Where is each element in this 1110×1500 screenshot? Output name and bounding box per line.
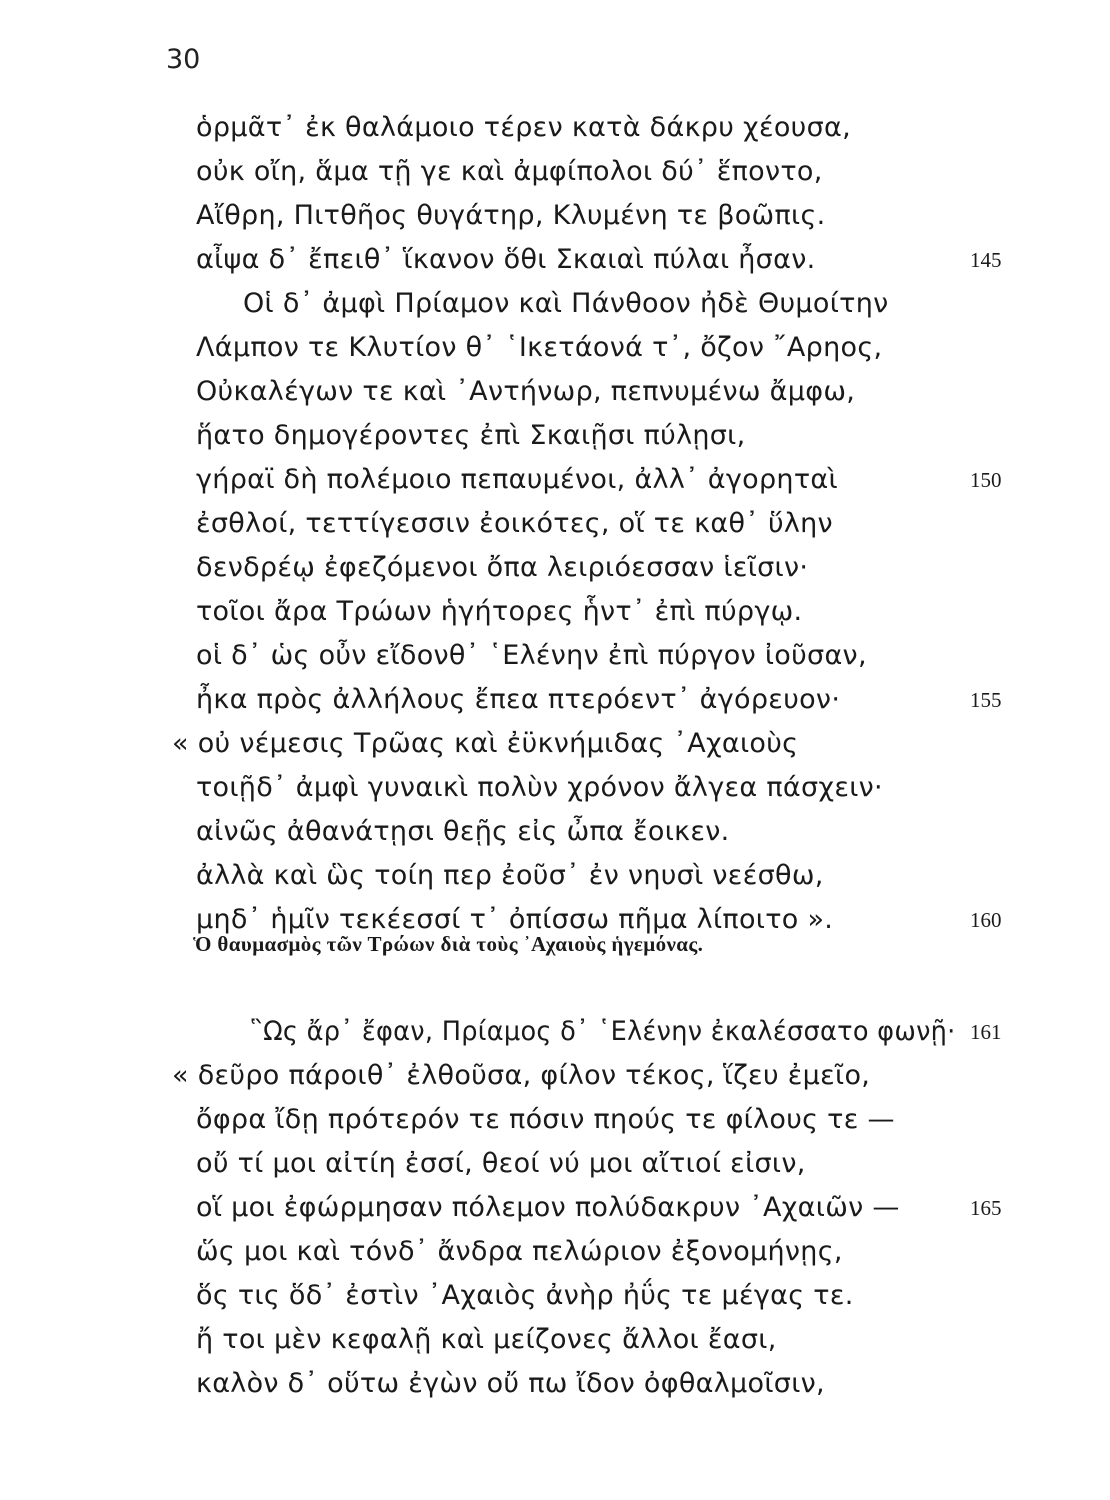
verse-line: δενδρέῳ ἐφεζόμενοι ὄπα λειριόεσσαν ἱεῖσιν· bbox=[196, 552, 809, 583]
verse-line: Λάμπον τε Κλυτίον θ᾿ ῾Ικετάονά τ᾿, ὄζον ῎Αρηος, bbox=[196, 332, 883, 363]
line-number: 155 bbox=[970, 688, 1002, 712]
line-number: 145 bbox=[970, 248, 1002, 272]
verse-line: ὁρμᾶτ᾿ ἐκ θαλάμοιο τέρεν κατὰ δάκρυ χέουσα, bbox=[196, 112, 851, 143]
verse-line: Οἱ δ᾿ ἀμφὶ Πρίαμον καὶ Πάνθοον ἠδὲ Θυμοίτην bbox=[243, 288, 889, 319]
verse-line: γήραϊ δὴ πολέμοιο πεπαυμένοι, ἀλλ᾿ ἀγορηταὶ bbox=[196, 464, 838, 495]
verse-line: οἵ μοι ἐφώρμησαν πόλεμον πολύδακρυν ᾿Αχαιῶν — bbox=[196, 1192, 900, 1223]
verse-line: « οὐ νέμεσις Τρῶας καὶ ἐϋκνήμιδας ᾿Αχαιοὺς bbox=[172, 728, 799, 759]
verse-line: ἤ τοι μὲν κεφαλῇ καὶ μείζονες ἄλλοι ἔασι, bbox=[196, 1324, 777, 1355]
verse-line: οἱ δ᾿ ὡς οὖν εἴδονθ᾿ ῾Ελένην ἐπὶ πύργον ἰοῦσαν, bbox=[196, 640, 867, 671]
verse-line: αἰνῶς ἀθανάτῃσι θεῇς εἰς ὦπα ἔοικεν. bbox=[196, 816, 730, 847]
verse-line: τοῖοι ἄρα Τρώων ἡγήτορες ἧντ᾿ ἐπὶ πύργῳ. bbox=[196, 596, 803, 627]
verse-line: καλὸν δ᾿ οὕτω ἐγὼν οὔ πω ἴδον ὀφθαλμοῖσιν, bbox=[196, 1368, 825, 1399]
verse-line: ὥς μοι καὶ τόνδ᾿ ἄνδρα πελώριον ἐξονομήνῃς, bbox=[196, 1236, 843, 1267]
verse-line: ἥατο δημογέροντες ἐπὶ Σκαιῇσι πύλῃσι, bbox=[196, 420, 746, 451]
verse-line: ἀλλὰ καὶ ὣς τοίη περ ἐοῦσ᾿ ἐν νηυσὶ νεέσθω, bbox=[196, 860, 824, 891]
verse-line: « δεῦρο πάροιθ᾿ ἐλθοῦσα, φίλον τέκος, ἵζευ ἐμεῖο, bbox=[172, 1060, 871, 1091]
verse-line: οὐκ οἴη, ἅμα τῇ γε καὶ ἀμφίπολοι δύ᾿ ἕποντο, bbox=[196, 156, 823, 187]
verse-line: αἶψα δ᾿ ἔπειθ᾿ ἵκανον ὅθι Σκαιαὶ πύλαι ἦσαν. bbox=[196, 244, 816, 275]
line-number: 161 bbox=[970, 1020, 1002, 1044]
section-heading: Ὁ θαυμασμὸς τῶν Τρώων διὰ τοὺς ᾿Αχαιοὺς ἡγεμόνας. bbox=[193, 932, 704, 956]
verse-line: τοιῇδ᾿ ἀμφὶ γυναικὶ πολὺν χρόνον ἄλγεα πάσχειν· bbox=[196, 772, 883, 803]
verse-line: Αἴθρη, Πιτθῆος θυγάτηρ, Κλυμένη τε βοῶπις. bbox=[196, 200, 826, 231]
verse-line: μηδ᾿ ἡμῖν τεκέεσσί τ᾿ ὀπίσσω πῆμα λίποιτο ». bbox=[196, 904, 834, 935]
verse-line: ὅς τις ὅδ᾿ ἐστὶν ᾿Αχαιὸς ἀνὴρ ἠΰς τε μέγας τε. bbox=[196, 1280, 854, 1311]
line-number: 165 bbox=[970, 1196, 1002, 1220]
verse-line: οὔ τί μοι αἰτίη ἐσσί, θεοί νύ μοι αἴτιοί εἰσιν, bbox=[196, 1148, 806, 1179]
line-number: 160 bbox=[970, 908, 1002, 932]
verse-line: ἐσθλοί, τεττίγεσσιν ἐοικότες, οἵ τε καθ᾿ ὕλην bbox=[196, 508, 833, 539]
verse-line: ὄφρα ἴδῃ πρότερόν τε πόσιν πηούς τε φίλους τε — bbox=[196, 1104, 895, 1135]
line-number: 150 bbox=[970, 468, 1002, 492]
verse-line: ῝Ως ἄρ᾿ ἔφαν, Πρίαμος δ᾿ ῾Ελένην ἐκαλέσσατο φωνῇ· bbox=[250, 1016, 956, 1047]
verse-line: ἦκα πρὸς ἀλλήλους ἔπεα πτερόεντ᾿ ἀγόρευον· bbox=[196, 684, 841, 715]
verse-line: Οὐκαλέγων τε καὶ ᾿Αντήνωρ, πεπνυμένω ἄμφω, bbox=[196, 376, 856, 407]
page-number: 30 bbox=[166, 44, 201, 75]
